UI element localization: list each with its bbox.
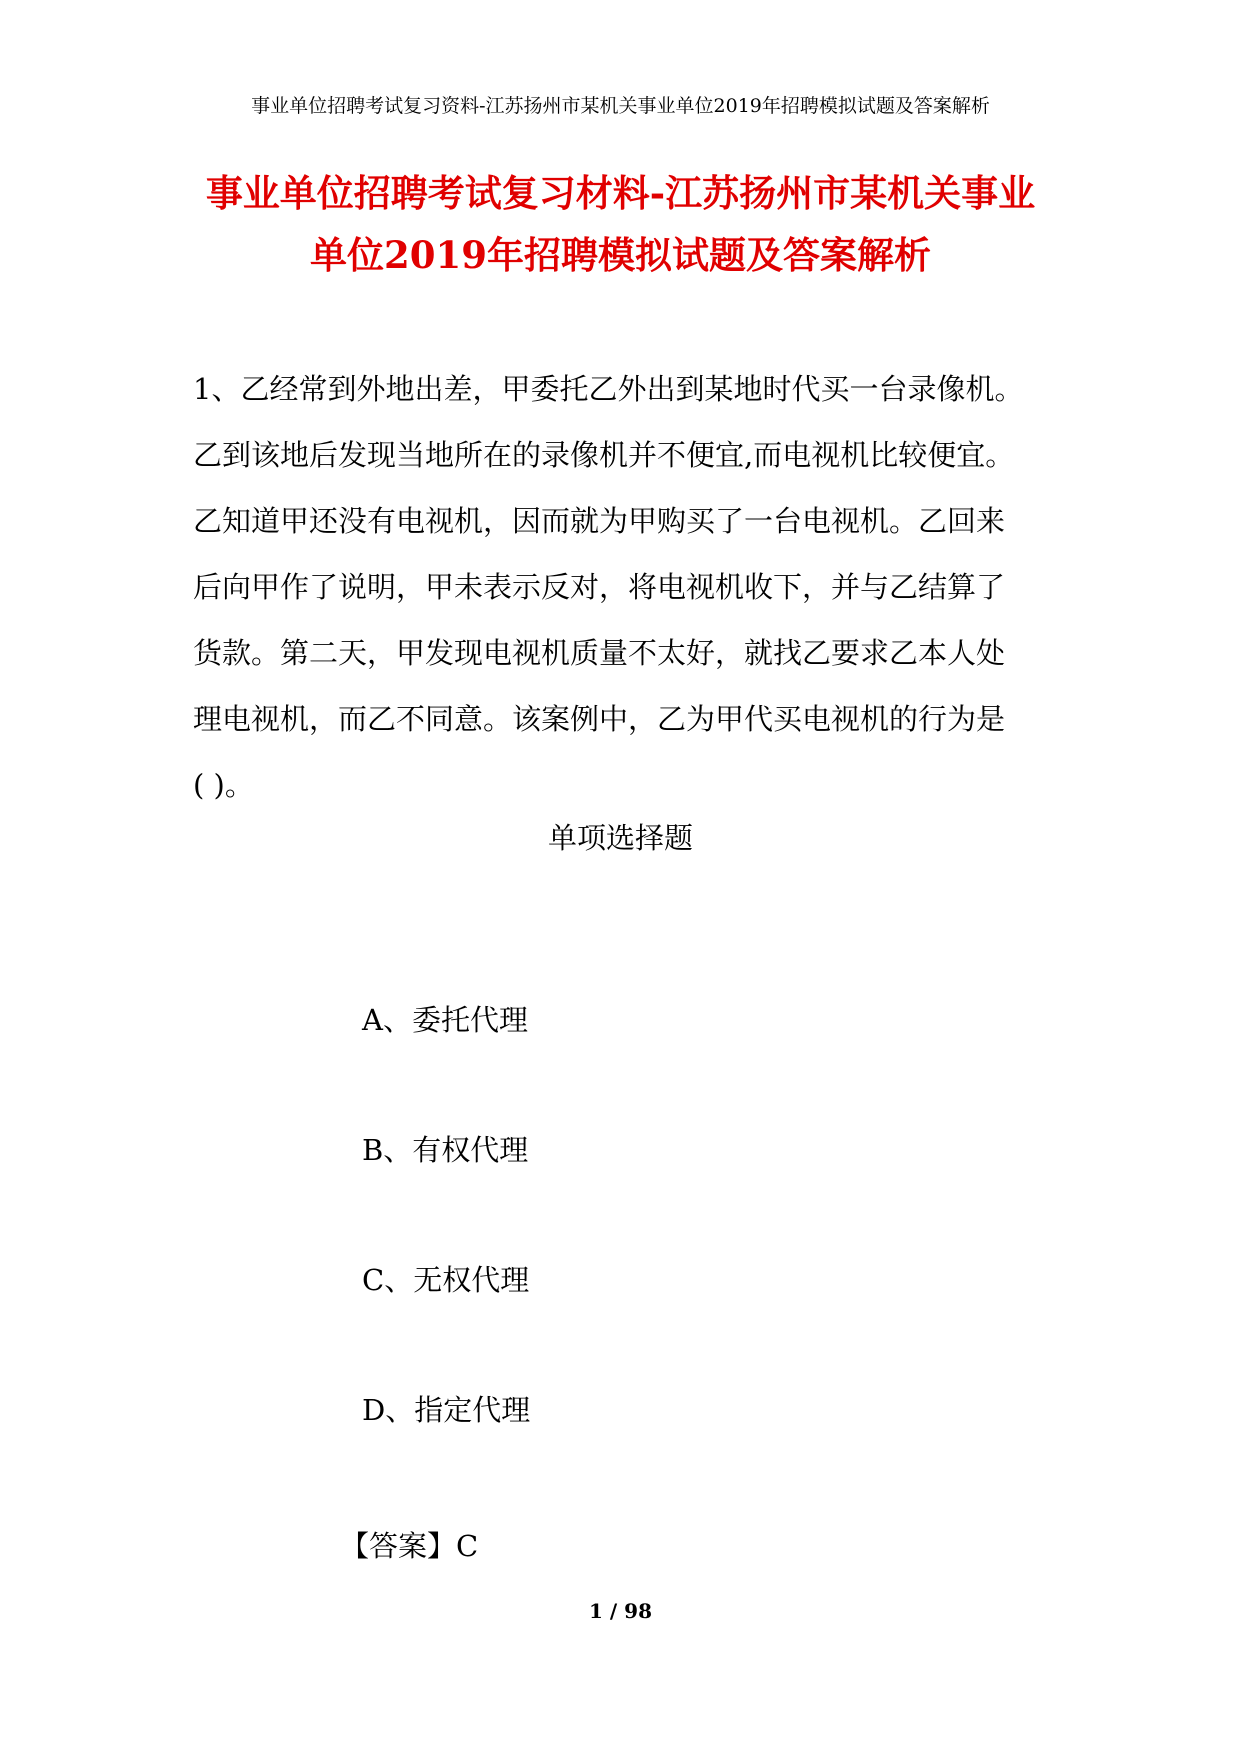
question-line: 乙到该地后发现当地所在的录像机并不便宜,而电视机比较便宜。 [193, 438, 1015, 472]
document-title [150, 162, 1091, 286]
options-list [362, 1000, 962, 1520]
question-text [193, 356, 1073, 818]
document-title-line-2: 单位2019年招聘模拟试题及答案解析 [310, 233, 931, 277]
option-a: A、委托代理 [362, 1003, 528, 1037]
question-line: ( )。 [193, 768, 254, 802]
option-d: D、指定代理 [362, 1393, 531, 1427]
question-line: 1、乙经常到外地出差，甲委托乙外出到某地时代买一台录像机。 [193, 372, 1024, 406]
answer-text: 【答案】C [340, 1529, 479, 1563]
document-title-line-1: 事业单位招聘考试复习材料-江苏扬州市某机关事业 [205, 171, 1036, 215]
running-header: 事业单位招聘考试复习资料-江苏扬州市某机关事业单位2019年招聘模拟试题及答案解析 [251, 95, 990, 117]
option-b: B、有权代理 [362, 1133, 529, 1167]
option-c: C、无权代理 [362, 1263, 530, 1297]
question-line: 理电视机，而乙不同意。该案例中，乙为甲代买电视机的行为是 [193, 702, 1006, 736]
question-type: 单项选择题 [547, 821, 693, 855]
question-line: 乙知道甲还没有电视机，因而就为甲购买了一台电视机。乙回来 [193, 504, 1006, 538]
question-line: 后向甲作了说明，甲未表示反对，将电视机收下，并与乙结算了 [193, 570, 1006, 604]
page-number: 1 / 98 [589, 1599, 652, 1623]
question-line: 货款。第二天，甲发现电视机质量不太好，就找乙要求乙本人处 [193, 636, 1006, 670]
